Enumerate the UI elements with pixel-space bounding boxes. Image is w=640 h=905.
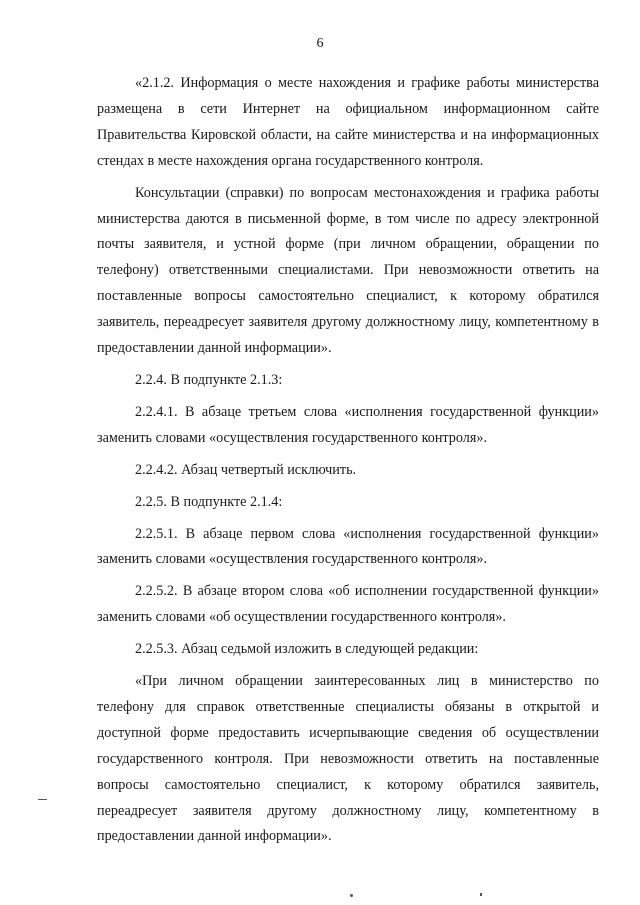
paragraph-2-1-2: «2.1.2. Информация о месте нахождения и графике работы министерства размещена в сети Интернет на официальном информационном сайте Правительства Кировской области, на сайте министерства и на информационных стендах в месте нахождения органа государственного контроля. — [97, 75, 599, 169]
document-body — [97, 71, 599, 850]
paragraph-2-2-5-3: 2.2.5.3. Абзац седьмой изложить в следующей редакции: — [135, 641, 479, 658]
paragraph-2-2-4: 2.2.4. В подпункте 2.1.3: — [135, 371, 283, 388]
scan-mark — [38, 799, 47, 800]
page-number: 6 — [316, 36, 324, 51]
scan-mark — [350, 894, 353, 897]
paragraph-2-2-5: 2.2.5. В подпункте 2.1.4: — [135, 493, 283, 510]
paragraph-consultations: Консультации (справки) по вопросам местонахождения и графика работы министерства даются в письменной форме, в том числе по адресу электронной почты заявителя, и устной форме (при личном обращении, обращении по телефону) ответственными специалистами. При невозможности ответить на поставленные вопросы самостоятельно специалист, к которому обратился заявитель, переадресует заявителя другому должностному лицу, компетентному в предоставлении данной информации». — [97, 184, 599, 357]
paragraph-2-2-4-2: 2.2.4.2. Абзац четвертый исключить. — [135, 461, 357, 478]
paragraph-quoted-text: «При личном обращении заинтересованных лиц в министерство по телефону для справок ответственные специалисты обязаны в открытой и доступной форме предоставить исчерпывающие сведения об осуществлении государственного контроля. При невозможности ответить на поставленные вопросы самостоятельно специалист, к которому обратился заявитель, переадресует заявителя другому должностному лицу, компетентному в предоставлении данной информации». — [97, 673, 599, 845]
paragraph-2-2-4-1: 2.2.4.1. В абзаце третьем слова «исполнения государственной функции» заменить словами «осуществления государственного контроля». — [97, 403, 599, 446]
paragraph-2-2-5-1: 2.2.5.1. В абзаце первом слова «исполнения государственной функции» заменить словами «осуществления государственного контроля». — [97, 525, 599, 568]
paragraph-2-2-5-2: 2.2.5.2. В абзаце втором слова «об исполнении государственной функции» заменить словами «об осуществлении государственного контроля». — [97, 583, 599, 626]
scan-mark — [480, 893, 482, 896]
